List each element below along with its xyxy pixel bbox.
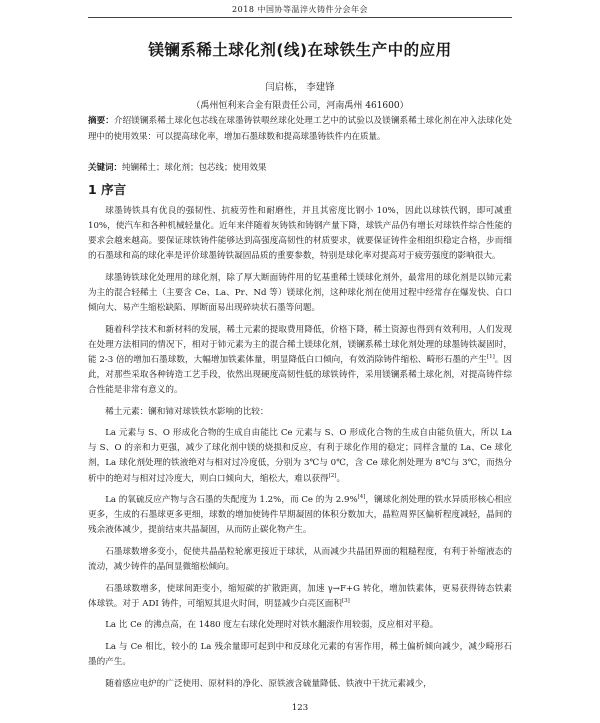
header-rule <box>88 17 512 18</box>
keywords-text: 纯镧稀土；球化剂；包芯线；使用效果 <box>122 163 267 173</box>
paragraph-text: 。 <box>336 473 346 484</box>
authors: 闫启栋， 李建锋 <box>265 82 335 93</box>
body-text <box>88 204 512 698</box>
affiliation: （禹州恒利来合金有限责任公司，河南禹州 461600） <box>191 101 409 111</box>
abstract-label: 摘要： <box>88 116 114 126</box>
paragraph: 石墨球数增多变小，促使共晶晶粒轮廓更接近于球状，从而减少共晶团界面的粗糙程度，有利于补缩液态的流动，减少铸件的晶间显微缩松倾向。 <box>88 546 512 572</box>
paragraph: La 比 Ce 的沸点高，在 1480 度左右球化处理时对铁水翻滚作用较弱，反应相对平稳。 <box>105 620 439 631</box>
paper-title: 镁镧系稀土球化剂(线)在球铁生产中的应用 <box>148 41 452 59</box>
paragraph-text: 石墨球数增多，使球间距变小，缩短碳的扩散距离，加速 γ→F+G 转化，增加铁素体，更易获得铸态铁素体球铁。对于 ADI 铸件，可缩短其退火时间，明显减少白亮区面积 <box>88 583 512 609</box>
section-number: 1 <box>88 182 97 197</box>
paragraph-text: La 元素与 S、O 形成化合物的生成自由能比 Ce 元素与 S、O 形成化合物的生成自由能负值大，所以 La 与 S、O 的亲和力更强，减少了球化剂中镁的烧损和反应，有利于球化作用的稳定；同样含量的 La、Ce 球化剂，La 球化剂处理的铁液绝对与相对过冷度低，分别为 3℃与 0℃，含 Ce 球化剂处理为 8℃与 3℃，而热分析中的绝对与相对过冷度大，则白口倾向大，缩松大，难以获得 <box>88 428 512 484</box>
paragraph <box>88 582 512 612</box>
citation: [2] <box>328 472 337 479</box>
citation: [1] <box>486 353 495 360</box>
paragraph-text: 随着科学技术和新材料的发展，稀土元素的提取费用降低，价格下降，稀土资源也得到有效利用，人们发现在处理方法相同的情况下，相对于铈元素为主的混合稀土镁球化剂，镁镧系稀土球化剂处理的球墨铸铁凝固时，能 2-3 倍的增加石墨球数，大幅增加铁素体量，明显降低白口倾向，有效消除铸件缩松、畸形石墨的产生 <box>88 324 512 365</box>
citation: [3] <box>342 597 350 604</box>
paragraph: La 与 Ce 相比，较小的 La 残余量即可起到中和反球化元素的有害作用，稀土偏析倾向减少，减少畸形石墨的产生。 <box>88 641 512 667</box>
paragraph-text: La 的氧硫反应产物与含石墨的失配度为 1.2%，而 Ce 的为 2.9% <box>105 495 358 506</box>
paragraph <box>88 426 512 486</box>
keywords <box>88 160 512 176</box>
paragraph <box>88 323 512 398</box>
section-heading <box>88 180 126 198</box>
abstract <box>88 113 512 145</box>
page-number: 123 <box>291 703 309 713</box>
citation: [4] <box>357 494 366 501</box>
paragraph-text: ，镧球化剂处理的铁水异质形核心相应更多，生成的石墨球更多更细，球数的增加使铸件早期凝固的体积分数加大，晶粒周界区偏析程度减轻，晶间的残余液体减少，提前结束共晶凝固，从而防止碳化物产生。 <box>88 495 512 536</box>
paragraph: 随着感应电炉的广泛使用、原材料的净化、原铁液含硫量降低、铁液中干扰元素减少， <box>105 678 432 689</box>
paragraph: 稀土元素：镧和铈对球铁铁水影响的比较： <box>105 406 269 417</box>
running-head: 2018 中国协等温淬火铸件分会年会 <box>232 5 368 14</box>
paragraph: 球墨铸铁具有优良的强韧性、抗疲劳性和耐磨性，并且其密度比钢小 10%，因此以球铁代钢，即可减重10%，使汽车和各种机械轻量化。近年来伴随着灰铸铁和铸钢产量下降，球铁产品仍有增长对球铁件综合性能的要求会越来越高。要保证球铁铸件能够达到高强度高韧性的材质要求，就要保证铸件金相组织稳定合格，步而细的石墨球和高的球化率是评价球墨铸铁凝固品质的重要参数，特别是球化率对提高对于疲劳强度的影响很大。 <box>88 206 512 262</box>
section-title: 序言 <box>101 182 127 197</box>
paragraph: 球墨铸铁球化处理用的球化剂，除了厚大断面铸件用的钇基重稀土镁球化剂外，最常用的球化剂是以铈元素为主的混合轻稀土（主要含 Ce、La、Pr、Nd 等）镁球化剂，这种球化剂在使用过程中经常存在爆发快、白口倾向大、易产生缩松缺陷、厚断面易出现碎块状石墨等问题。 <box>88 272 512 314</box>
paragraph-text: 。因此，对那些采取各种铸造工艺手段，依然出现硬度高韧性低的球铁铸件，采用镁镧系稀土球化剂，对提高铸件综合性能是非常有意义的。 <box>88 354 512 396</box>
abstract-text: 介绍镁镧系稀土球化包芯线在球墨铸铁喂丝球化处理工艺中的试验以及镁镧系稀土球化剂在冲入法球化处理中的使用效果：可以提高球化率，增加石墨球数和提高球墨铸铁件内在质量。 <box>88 116 512 142</box>
keywords-label: 关键词： <box>88 163 123 173</box>
paragraph <box>88 493 512 538</box>
